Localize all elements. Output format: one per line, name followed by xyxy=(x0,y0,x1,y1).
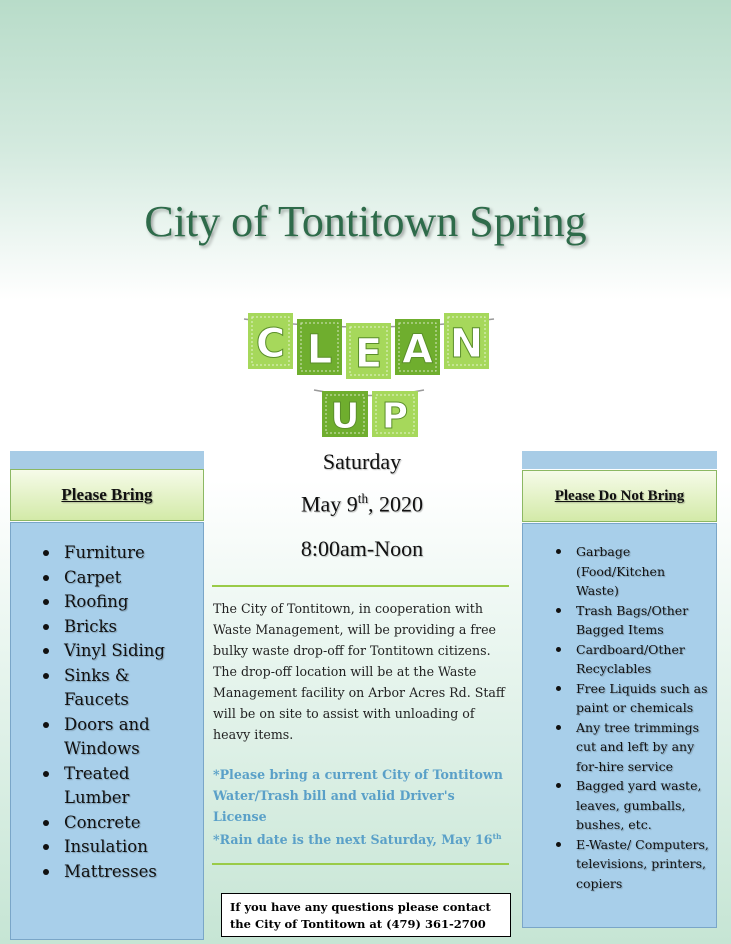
rain-date-text: *Rain date is the next Saturday, May 16 xyxy=(213,832,493,848)
do-not-bring-panel xyxy=(522,523,717,928)
banner-letter: A xyxy=(402,327,433,373)
event-date xyxy=(212,491,512,517)
left-panel-cap xyxy=(10,451,204,469)
rain-date-suffix: th xyxy=(492,832,502,841)
list-item: Trash Bags/Other Bagged Items xyxy=(523,601,710,640)
right-panel-cap xyxy=(522,451,717,469)
list-item: Roofing xyxy=(11,590,195,615)
contact-box: If you have any questions please contact the City of Tontitown at (479) 361-2700 xyxy=(221,893,511,937)
list-item: E-Waste/ Computers, televisions, printers, copiers xyxy=(523,835,710,894)
list-item: Garbage (Food/Kitchen Waste) xyxy=(523,542,710,601)
list-item: Bagged yard waste, leaves, gumballs, bushes, etc. xyxy=(523,776,710,835)
bill-license-note: *Please bring a current City of Tontitown Water/Trash bill and valid Driver's License xyxy=(213,767,503,824)
banner-letter: N xyxy=(449,321,484,367)
please-bring-panel xyxy=(10,522,204,940)
clean-up-banner-graphic xyxy=(240,305,498,443)
bottom-divider xyxy=(212,863,509,865)
please-bring-heading: Please Bring xyxy=(10,469,204,521)
list-item: Carpet xyxy=(11,566,195,591)
do-not-bring-heading: Please Do Not Bring xyxy=(522,470,717,522)
list-item: Any tree trimmings cut and left by any for-hire service xyxy=(523,718,710,777)
top-divider xyxy=(212,585,509,587)
list-item: Treated Lumber xyxy=(11,762,195,811)
event-time: 8:00am-Noon xyxy=(300,536,424,561)
event-date-main: May 9 xyxy=(300,491,358,517)
list-item: Concrete xyxy=(11,811,195,836)
list-item: Furniture xyxy=(11,541,195,566)
banner-letter: U xyxy=(330,396,360,437)
list-item: Vinyl Siding xyxy=(11,639,195,664)
list-item: Sinks & Faucets xyxy=(11,664,195,713)
list-item: Bricks xyxy=(11,615,195,640)
please-bring-list xyxy=(11,523,203,884)
list-item: Free Liquids such as paint or chemicals xyxy=(523,679,710,718)
event-day: Saturday xyxy=(322,449,402,474)
banner-letter: P xyxy=(381,396,409,437)
banner-letter: E xyxy=(354,331,383,377)
banner-letter: C xyxy=(255,321,286,367)
event-date-year: , 2020 xyxy=(368,491,424,517)
clean-up-banner xyxy=(240,305,498,443)
list-item: Insulation xyxy=(11,835,195,860)
do-not-bring-list xyxy=(523,524,716,893)
event-date-suffix: th xyxy=(357,491,369,506)
list-item: Cardboard/Other Recyclables xyxy=(523,640,710,679)
banner-letter: L xyxy=(306,327,333,373)
event-description: The City of Tontitown, in cooperation with Waste Management, will be providing a free bulky waste drop-off for Tontitown citizens. The drop-off location will be at the Waste Management facility on Arbor Acres Rd. Staff will be on site to assist with unloading of heavy items. xyxy=(213,601,505,742)
list-item: Doors and Windows xyxy=(11,713,195,762)
page-title: City of Tontitown Spring xyxy=(144,197,587,246)
list-item: Mattresses xyxy=(11,860,195,885)
rain-date-note xyxy=(213,826,510,850)
